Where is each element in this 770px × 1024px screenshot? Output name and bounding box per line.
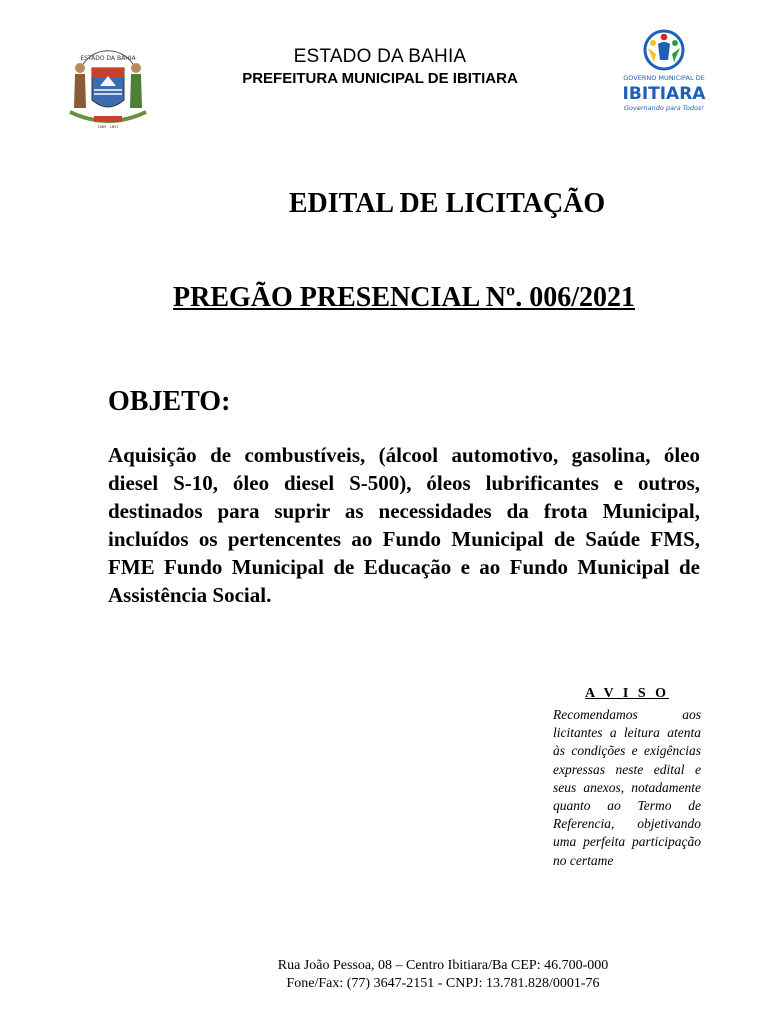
document-title: EDITAL DE LICITAÇÃO	[288, 188, 606, 219]
footer-address: Rua João Pessoa, 08 – Centro Ibitiara/Ba CEP: 46.700-000	[277, 958, 609, 973]
svg-text:1889 · 1891: 1889 · 1891	[97, 125, 119, 129]
aviso-text: Recomendamos aos licitantes a leitura atenta às condições e exigências expressas neste edital e seus anexos, notadamente quanto ao Termo de Referencia, objetivando uma perfeita participação no certame	[553, 707, 701, 868]
svg-text:Governando para Todos!: Governando para Todos!	[624, 104, 704, 112]
svg-text:ESTADO DA BAHIA: ESTADO DA BAHIA	[80, 55, 136, 62]
footer-contact: Fone/Fax: (77) 3647-2151 - CNPJ: 13.781.828/0001-76	[286, 976, 600, 991]
state-heading: ESTADO DA BAHIA	[293, 46, 467, 67]
svg-text:GOVERNO MUNICIPAL DE: GOVERNO MUNICIPAL DE	[623, 74, 705, 82]
svg-text:IBITIARA: IBITIARA	[622, 84, 706, 104]
objeto-heading: OBJETO:	[108, 386, 231, 417]
aviso-heading: A V I S O	[584, 686, 670, 701]
document-subtitle: PREGÃO PRESENCIAL Nº. 006/2021	[173, 282, 635, 313]
municipal-logo	[608, 28, 720, 118]
objeto-text: Aquisição de combustíveis, (álcool automotivo, gasolina, óleo diesel S-10, óleo diesel S-500), óleos lubrificantes e outros, destinados para suprir as necessidades da frota Municipal, incluídos os pertencentes ao Fundo Municipal de Saúde FMS, FME Fundo Municipal de Educação e ao Fundo Municipal de Assistência Social.	[108, 443, 700, 607]
coat-of-arms-emblem	[58, 38, 158, 133]
prefecture-heading: PREFEITURA MUNICIPAL DE IBITIARA	[242, 70, 518, 87]
